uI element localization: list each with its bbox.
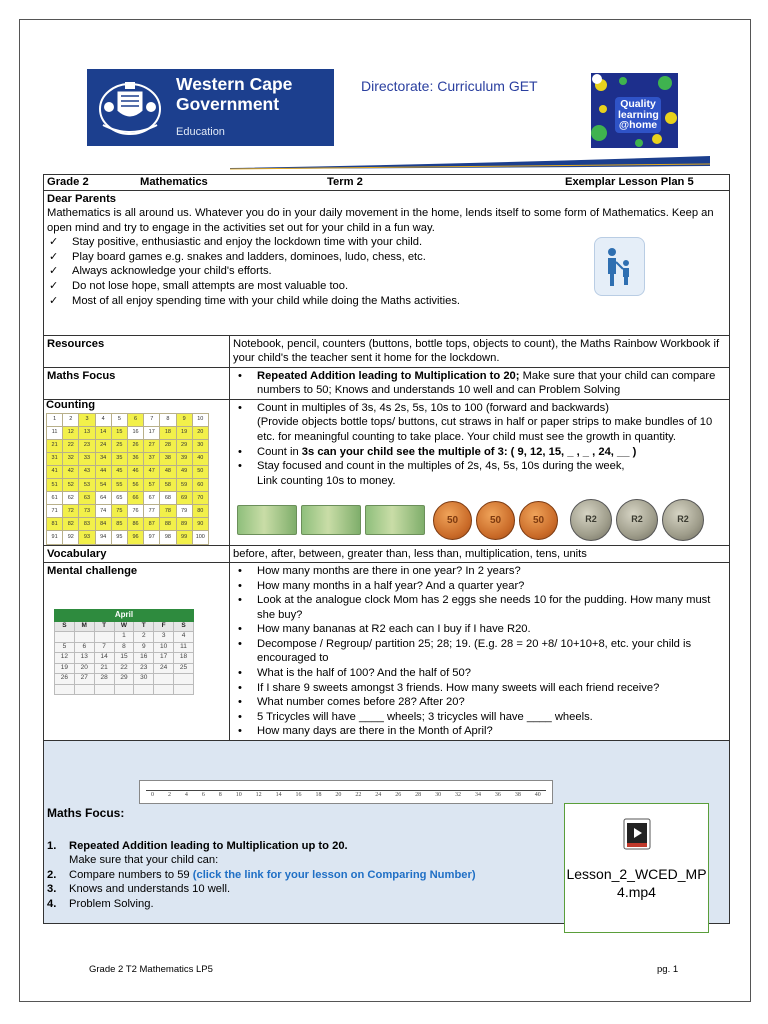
grid-cell: 57 [144,479,160,492]
counting-item2-bold: 3s can your child see the multiple of 3: ( 9, 12, 15, _ , _ , 24, __ ) [301,445,637,458]
calendar-weekday: S [174,621,194,632]
grid-cell: 10 [192,413,208,426]
calendar-day: 29 [114,674,134,685]
number-line [139,780,553,804]
grid-cell: 94 [95,531,111,544]
tip-item: ✓ Do not lose hope, small attempts are most valuable too. [47,279,634,294]
focus-item-2 [47,868,547,883]
number-line-label: 34 [474,792,481,798]
footer-left: Grade 2 T2 Mathematics LP5 [89,964,213,975]
grid-cell: 91 [47,531,63,544]
banknote-icon [237,505,297,535]
grid-cell: 15 [111,426,127,439]
coin-icon [570,499,612,541]
counting-row [44,399,730,545]
item-2-text: Compare numbers to 59 [69,868,193,881]
vocabulary-label: Vocabulary [44,545,230,563]
parents-tips [47,235,634,308]
banknote-icon [365,505,425,535]
grid-cell: 44 [95,465,111,478]
calendar-week [55,642,194,653]
number-line-label: 32 [455,792,461,798]
grid-cell: 27 [144,439,160,452]
number-line-axis [146,790,546,791]
calendar-day [94,632,114,643]
grid-cell: 54 [95,479,111,492]
number-line-label: 30 [435,792,442,798]
grid-cell: 48 [160,465,176,478]
calendar-day: 6 [74,642,94,653]
grid-cell: 33 [79,452,95,465]
grid-cell: 65 [111,492,127,505]
counting-item1: Count in multiples of 3s, 4s 2s, 5s, 10s to 100 (forward and backwards) [257,401,609,414]
number-line-label: 38 [514,792,521,798]
grid-cell: 77 [144,505,160,518]
grid-cell: 9 [176,413,192,426]
item-4-text: Problem Solving. [69,897,154,910]
calendar-week [55,632,194,643]
maths-focus-item [233,369,726,398]
grid-cell: 25 [111,439,127,452]
grid-cell: 51 [47,479,63,492]
counting-item [233,445,726,460]
grid-cell: 36 [127,452,143,465]
grid-cell: 23 [79,439,95,452]
mental-question: • What is the half of 100? And the half of 50? [233,666,726,681]
mental-question: • How many days are there in the Month of April? [233,724,726,739]
calendar-day: 2 [134,632,154,643]
mental-question: • What number comes before 28? After 20? [233,695,726,710]
grid-cell: 93 [79,531,95,544]
grid-cell: 86 [127,518,143,531]
calendar-day: 9 [134,642,154,653]
wcg-logo [87,69,334,146]
counting-item-sub: (Provide objects bottle tops/ buttons, cut straws in half or paper strips to make bundles of 10 etc. for meaningful counting to take place. Your child must see the growth in quantity. [257,416,713,443]
grid-cell: 29 [176,439,192,452]
grid-cell: 46 [127,465,143,478]
number-line-label: 10 [235,792,242,798]
grid-cell: 78 [160,505,176,518]
mental-questions [233,564,726,739]
counting-label: Counting [46,398,96,411]
number-line-label: 6 [201,792,205,798]
grid-cell: 26 [127,439,143,452]
mental-question: • If I share 9 sweets amongst 3 friends. How many sweets will each friend receive? [233,681,726,696]
grid-cell: 84 [95,518,111,531]
coin-icon [433,501,472,540]
tip-item: ✓ Always acknowledge your child's efforts. [47,264,634,279]
grid-cell: 72 [63,505,79,518]
grid-cell: 60 [192,479,208,492]
hundred-grid [46,413,209,545]
grid-cell: 40 [192,452,208,465]
calendar-day [74,632,94,643]
calendar-weekday: T [134,621,154,632]
calendar-day: 14 [94,653,114,664]
grid-cell: 16 [127,426,143,439]
coin-icon [616,499,658,541]
grid-cell: 38 [160,452,176,465]
item-1-sub: Make sure that your child can: [69,854,219,867]
calendar-weekday: M [74,621,94,632]
grid-row [47,452,209,465]
number-line-label: 24 [375,792,382,798]
item-1-bold: Repeated Addition leading to Multiplication up to 20. [69,839,348,852]
grid-row [47,479,209,492]
grid-cell: 24 [95,439,111,452]
calendar-day: 5 [55,642,75,653]
video-filename [565,865,708,903]
maths-focus-row [44,367,730,399]
focus-item-3 [47,882,547,897]
grid-cell: 8 [160,413,176,426]
number-line-label: 16 [295,792,302,798]
calendar-day: 11 [174,642,194,653]
grid-cell: 52 [63,479,79,492]
calendar-month: April [55,609,194,621]
video-filename-line2: 4.mp4 [617,884,656,901]
grid-cell: 81 [47,518,63,531]
parent-child-icon [594,237,645,296]
calendar-weekdays [55,621,194,632]
number-line-labels [151,792,541,800]
grid-cell: 14 [95,426,111,439]
calendar-day: 27 [74,674,94,685]
bottom-maths-focus [47,806,547,911]
calendar-day: 13 [74,653,94,664]
grid-cell: 62 [63,492,79,505]
calendar-day: 15 [114,653,134,664]
org-name-line2: Government [176,93,280,114]
grid-cell: 99 [176,531,192,544]
number-line-label: 18 [315,792,322,798]
grid-cell: 58 [160,479,176,492]
grid-cell: 1 [47,413,63,426]
calendar-day [134,684,154,695]
item-number: 2. [47,868,57,881]
calendar-april [54,609,194,696]
grid-cell: 11 [47,426,63,439]
counting-item-sub: Link counting 10s to money. [257,474,396,487]
grid-cell: 35 [111,452,127,465]
qlh-logo-icon [591,73,678,148]
grid-cell: 21 [47,439,63,452]
calendar-day: 1 [114,632,134,643]
grid-cell: 59 [176,479,192,492]
calendar-day: 20 [74,663,94,674]
focus-item-1 [47,839,547,868]
grid-cell: 100 [192,531,208,544]
grid-cell: 79 [176,505,192,518]
number-line-label: 22 [355,792,362,798]
grid-cell: 18 [160,426,176,439]
grid-cell: 47 [144,465,160,478]
mental-question: • Decompose / Regroup/ partition 25; 28; 19. (E.g. 28 = 20 +8/ 10+10+8, etc. your child is encouraged to [233,637,726,666]
calendar-weekday: W [114,621,134,632]
calendar-day: 16 [134,653,154,664]
calendar-day: 30 [134,674,154,685]
calendar-day [55,684,75,695]
grid-cell: 49 [176,465,192,478]
department-label: Education [176,126,225,138]
grid-cell: 61 [47,492,63,505]
grid-cell: 3 [79,413,95,426]
video-attachment[interactable] [564,803,709,933]
resources-label: Resources [44,335,230,367]
calendar-week [55,674,194,685]
term-label: Term 2 [327,176,363,188]
mental-row [44,563,730,741]
resources-row [44,335,730,367]
org-name [176,75,292,114]
grid-row [47,413,209,426]
calendar-week [55,663,194,674]
calendar-day: 19 [55,663,75,674]
grid-cell: 97 [144,531,160,544]
grid-cell: 68 [160,492,176,505]
grid-cell: 85 [111,518,127,531]
grid-cell: 92 [63,531,79,544]
comparing-number-link[interactable]: (click the link for your lesson on Comparing Number) [192,868,476,881]
grid-cell: 31 [47,452,63,465]
video-filename-line1: Lesson_2_WCED_MP [566,865,707,882]
mental-question: • Look at the analogue clock Mom has 2 eggs she needs 10 for the pudding. How many must she buy? [233,593,726,622]
calendar-week [55,653,194,664]
subject-label: Mathematics [140,176,208,188]
directorate-title: Directorate: Curriculum GET [361,78,538,94]
grid-cell: 74 [95,505,111,518]
maths-focus-bold: Repeated Addition leading to Multiplication to 20; [257,369,520,382]
tip-item: ✓ Most of all enjoy spending time with your child while doing the Maths activities. [47,294,634,309]
number-line-label: 40 [534,792,541,798]
parents-heading: Dear Parents [47,192,117,205]
number-line-label: 14 [275,792,282,798]
number-line-label: 2 [167,792,171,798]
mental-question: • How many months in a half year? And a quarter year? [233,579,726,594]
grid-row [47,465,209,478]
grid-cell: 55 [111,479,127,492]
grid-cell: 83 [79,518,95,531]
mental-question: • How many bananas at R2 each can I buy if I have R20. [233,622,726,637]
coin-label: R2 [677,514,689,525]
coin-label: R2 [585,514,597,525]
calendar-day: 4 [174,632,194,643]
banknote-icon [301,505,361,535]
grid-cell: 32 [63,452,79,465]
calendar-header [55,609,194,621]
bottom-focus-title: Maths Focus: [47,806,125,820]
counting-item [233,459,726,474]
grid-cell: 73 [79,505,95,518]
resources-text: Notebook, pencil, counters (buttons, bottle tops, objects to count), the Maths Rainbow Workbook if your child's the teacher sent it home for the lockdown. [230,335,730,367]
grid-cell: 80 [192,505,208,518]
calendar-day [174,684,194,695]
grid-cell: 20 [192,426,208,439]
grid-cell: 12 [63,426,79,439]
wcg-crest-icon [95,77,165,137]
grid-cell: 22 [63,439,79,452]
parents-intro: Mathematics is all around us. Whatever you do in your daily movement in the home, lends itself to some form of Mathematics. Keep an open mind and try to engage in the activities set out for your child in a fun way. [47,207,714,234]
grade-label: Grade 2 [47,176,89,188]
grid-cell: 96 [127,531,143,544]
grid-cell: 90 [192,518,208,531]
grid-cell: 64 [95,492,111,505]
calendar-day [55,632,75,643]
grid-cell: 7 [144,413,160,426]
calendar-day [154,674,174,685]
grid-cell: 13 [79,426,95,439]
number-line-label: 12 [255,792,262,798]
coin-label: 50 [446,514,459,526]
grid-cell: 4 [95,413,111,426]
grid-row [47,492,209,505]
grid-cell: 87 [144,518,160,531]
grid-cell: 66 [127,492,143,505]
grid-cell: 37 [144,452,160,465]
grid-cell: 67 [144,492,160,505]
calendar-day: 7 [94,642,114,653]
number-line-label: 26 [395,792,402,798]
number-line-label: 36 [494,792,501,798]
coin-label: 50 [532,514,545,526]
grid-cell: 53 [79,479,95,492]
calendar-day: 26 [55,674,75,685]
calendar-day: 10 [154,642,174,653]
calendar-day: 8 [114,642,134,653]
money-images [233,498,726,542]
calendar-week [55,684,194,695]
grid-cell: 50 [192,465,208,478]
grid-cell: 56 [127,479,143,492]
grid-row [47,439,209,452]
grid-row [47,426,209,439]
grid-cell: 82 [63,518,79,531]
grid-cell: 98 [160,531,176,544]
vocabulary-text: before, after, between, greater than, less than, multiplication, tens, units [230,545,730,563]
calendar-day: 18 [174,653,194,664]
item-number: 4. [47,897,57,910]
grid-cell: 2 [63,413,79,426]
calendar-day [174,674,194,685]
item-number: 3. [47,883,57,896]
number-line-label: 28 [415,792,422,798]
item-number: 1. [47,839,57,852]
calendar-weekday: S [55,621,75,632]
counting-item [233,401,726,416]
mental-label: Mental challenge [47,565,138,578]
calendar-day: 28 [94,674,114,685]
page-number: pg. 1 [657,964,679,975]
grid-cell: 95 [111,531,127,544]
calendar-day [74,684,94,695]
qlh-logo-text: Quality learning @home [615,97,661,133]
tip-item: ✓ Stay positive, enthusiastic and enjoy the lockdown time with your child. [47,235,634,250]
grid-cell: 34 [95,452,111,465]
grid-cell: 63 [79,492,95,505]
calendar-day: 17 [154,653,174,664]
grid-row [47,531,209,544]
counting-item3: Stay focused and count in the multiples of 2s, 4s, 5s, 10s during the week, [257,460,625,473]
grid-cell: 41 [47,465,63,478]
vocabulary-row [44,545,730,563]
video-file-icon [623,818,651,850]
grid-cell: 39 [176,452,192,465]
org-name-line1: Western Cape [176,74,293,94]
coin-icon [662,499,704,541]
item-3-text: Knows and understands 10 well. [69,883,231,896]
counting-list [233,401,726,488]
grid-cell: 69 [176,492,192,505]
mental-question: • 5 Tricycles will have ____ wheels; 3 tricycles will have ____ wheels. [233,710,726,725]
coin-icon [519,501,558,540]
grid-cell: 30 [192,439,208,452]
calendar-weekday: F [154,621,174,632]
grid-cell: 89 [176,518,192,531]
number-line-label: 0 [151,792,154,798]
grid-cell: 70 [192,492,208,505]
number-line-label: 4 [184,792,188,798]
calendar-day: 21 [94,663,114,674]
calendar-day [154,684,174,695]
calendar-day [114,684,134,695]
grid-cell: 42 [63,465,79,478]
grid-cell: 17 [144,426,160,439]
coin-icon [476,501,515,540]
calendar-day [94,684,114,695]
grid-row [47,518,209,531]
tip-item: ✓ Play board games e.g. snakes and ladders, dominoes, ludo, chess, etc. [47,250,634,265]
calendar-day: 23 [134,663,154,674]
number-line-label: 8 [218,792,222,798]
focus-item-4 [47,897,547,912]
calendar-day: 24 [154,663,174,674]
calendar-day: 12 [55,653,75,664]
calendar-day: 22 [114,663,134,674]
grid-cell: 75 [111,505,127,518]
grid-cell: 76 [127,505,143,518]
mental-question: • How many months are there in one year? In 2 years? [233,564,726,579]
grid-cell: 5 [111,413,127,426]
grid-cell: 43 [79,465,95,478]
counting-item2-pre: Count in [257,445,302,458]
grid-cell: 88 [160,518,176,531]
calendar-day: 25 [174,663,194,674]
calendar-weekday: T [94,621,114,632]
maths-focus-label: Maths Focus [44,367,230,399]
grid-cell: 28 [160,439,176,452]
grid-cell: 45 [111,465,127,478]
calendar-day: 3 [154,632,174,643]
number-line-label: 20 [335,792,342,798]
maths-focus-rest: Make sure that your child can compare numbers to 50; Knows and understands 10 well and can Problem Solving [257,369,716,397]
coin-label: 50 [489,514,502,526]
grid-cell: 6 [127,413,143,426]
grid-cell: 71 [47,505,63,518]
grid-cell: 19 [176,426,192,439]
coin-label: R2 [631,514,643,525]
grid-row [47,505,209,518]
header-swoosh [230,152,710,170]
plan-label: Exemplar Lesson Plan 5 [565,176,694,188]
grade-row [44,175,730,191]
